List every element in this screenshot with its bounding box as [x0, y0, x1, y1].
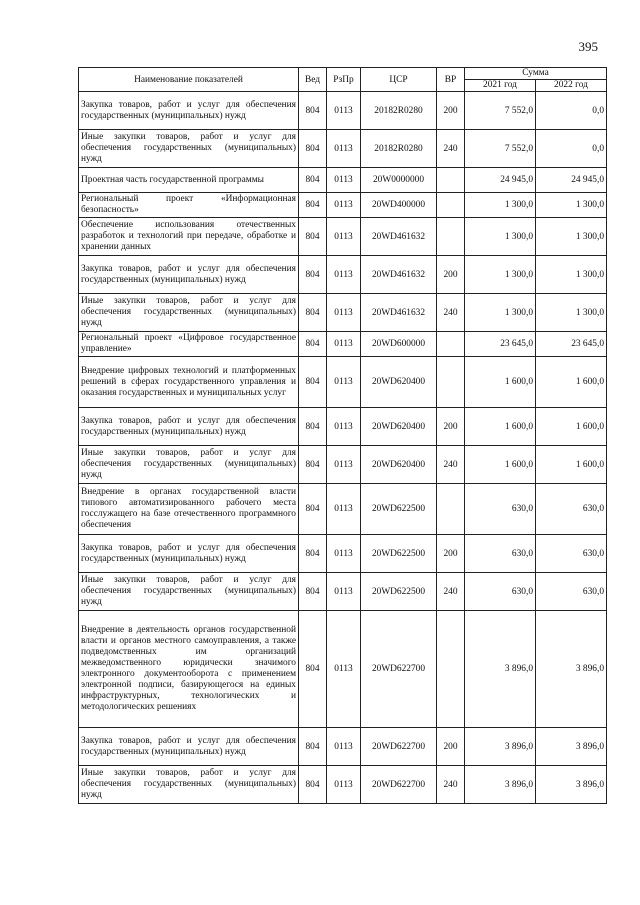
row-ved: 804	[299, 294, 327, 332]
row-sum-2022: 3 896,0	[536, 728, 607, 766]
row-sum-2021: 1 600,0	[465, 408, 536, 446]
row-ved: 804	[299, 357, 327, 408]
header-csr: ЦСР	[361, 68, 437, 92]
row-rzpr: 0113	[327, 357, 361, 408]
table-row	[79, 218, 607, 256]
row-vr	[437, 484, 465, 535]
row-name: Закупка товаров, работ и услуг для обеспечения государственных (муниципальных) нужд	[79, 535, 299, 573]
table-row	[79, 357, 607, 408]
table-row	[79, 168, 607, 193]
row-name: Закупка товаров, работ и услуг для обеспечения государственных (муниципальных) нужд	[79, 256, 299, 294]
row-csr: 20WD622700	[361, 728, 437, 766]
row-vr	[437, 168, 465, 193]
row-ved: 804	[299, 218, 327, 256]
table-row	[79, 408, 607, 446]
header-sum: Сумма	[465, 68, 607, 80]
row-sum-2022: 1 300,0	[536, 193, 607, 218]
table-row	[79, 130, 607, 168]
table-row	[79, 92, 607, 130]
row-vr: 240	[437, 130, 465, 168]
row-ved: 804	[299, 332, 327, 357]
row-sum-2022: 0,0	[536, 92, 607, 130]
row-rzpr: 0113	[327, 130, 361, 168]
row-sum-2022: 1 300,0	[536, 294, 607, 332]
row-csr: 20WD622500	[361, 535, 437, 573]
row-sum-2022: 1 600,0	[536, 446, 607, 484]
row-name: Иные закупки товаров, работ и услуг для обеспечения государственных (муниципальных) нужд	[79, 766, 299, 804]
row-name: Внедрение цифровых технологий и платформенных решений в сферах государственного управления и оказания государственных и муниципальных услуг	[79, 357, 299, 408]
header-name: Наименование показателей	[79, 68, 299, 92]
row-sum-2022: 630,0	[536, 484, 607, 535]
row-csr: 20WD461632	[361, 218, 437, 256]
row-sum-2022: 1 600,0	[536, 408, 607, 446]
row-name: Иные закупки товаров, работ и услуг для обеспечения государственных (муниципальных) нужд	[79, 130, 299, 168]
row-csr: 20WD620400	[361, 446, 437, 484]
table-row	[79, 446, 607, 484]
table-header	[79, 68, 607, 92]
row-vr: 200	[437, 256, 465, 294]
row-name: Региональный проект «Информационная безопасность»	[79, 193, 299, 218]
page-number: 395	[578, 39, 598, 54]
row-name: Закупка товаров, работ и услуг для обеспечения государственных (муниципальных) нужд	[79, 92, 299, 130]
header-ved: Вед	[299, 68, 327, 92]
header-2021: 2021 год	[465, 80, 536, 92]
row-sum-2022: 1 300,0	[536, 218, 607, 256]
row-rzpr: 0113	[327, 168, 361, 193]
row-csr: 20WD461632	[361, 294, 437, 332]
row-rzpr: 0113	[327, 92, 361, 130]
row-ved: 804	[299, 408, 327, 446]
table-row	[79, 484, 607, 535]
row-vr: 200	[437, 92, 465, 130]
row-sum-2021: 7 552,0	[465, 130, 536, 168]
row-ved: 804	[299, 92, 327, 130]
row-sum-2022: 3 896,0	[536, 611, 607, 728]
table-row	[79, 332, 607, 357]
row-csr: 20WD620400	[361, 357, 437, 408]
row-name: Внедрение в органах государственной власти типового автоматизированного рабочего места госслужащего на базе отечественного программного обеспечения	[79, 484, 299, 535]
row-csr: 20182R0280	[361, 92, 437, 130]
row-rzpr: 0113	[327, 408, 361, 446]
row-ved: 804	[299, 728, 327, 766]
row-rzpr: 0113	[327, 193, 361, 218]
row-sum-2021: 630,0	[465, 573, 536, 611]
row-rzpr: 0113	[327, 446, 361, 484]
row-sum-2022: 1 300,0	[536, 256, 607, 294]
row-vr	[437, 193, 465, 218]
row-sum-2021: 1 300,0	[465, 294, 536, 332]
row-csr: 20182R0280	[361, 130, 437, 168]
row-ved: 804	[299, 130, 327, 168]
header-2022: 2022 год	[536, 80, 607, 92]
row-vr	[437, 611, 465, 728]
row-ved: 804	[299, 484, 327, 535]
row-csr: 20WD622500	[361, 573, 437, 611]
row-rzpr: 0113	[327, 218, 361, 256]
table-row	[79, 573, 607, 611]
row-csr: 20WD620400	[361, 408, 437, 446]
row-rzpr: 0113	[327, 332, 361, 357]
header-vr: ВР	[437, 68, 465, 92]
row-sum-2021: 3 896,0	[465, 766, 536, 804]
header-rzpr: РзПр	[327, 68, 361, 92]
row-sum-2021: 1 300,0	[465, 193, 536, 218]
table-row	[79, 766, 607, 804]
row-rzpr: 0113	[327, 484, 361, 535]
row-vr: 240	[437, 294, 465, 332]
row-rzpr: 0113	[327, 766, 361, 804]
row-csr: 20W0000000	[361, 168, 437, 193]
row-ved: 804	[299, 168, 327, 193]
row-sum-2022: 630,0	[536, 573, 607, 611]
row-vr	[437, 218, 465, 256]
row-rzpr: 0113	[327, 728, 361, 766]
table-row	[79, 728, 607, 766]
row-csr: 20WD622700	[361, 766, 437, 804]
row-sum-2021: 630,0	[465, 484, 536, 535]
row-sum-2022: 630,0	[536, 535, 607, 573]
row-csr: 20WD600000	[361, 332, 437, 357]
row-ved: 804	[299, 256, 327, 294]
row-sum-2021: 1 300,0	[465, 256, 536, 294]
row-ved: 804	[299, 535, 327, 573]
row-sum-2021: 3 896,0	[465, 728, 536, 766]
table-row	[79, 611, 607, 728]
row-sum-2021: 1 600,0	[465, 357, 536, 408]
table-row	[79, 294, 607, 332]
row-ved: 804	[299, 573, 327, 611]
table-row	[79, 256, 607, 294]
row-rzpr: 0113	[327, 535, 361, 573]
row-name: Закупка товаров, работ и услуг для обеспечения государственных (муниципальных) нужд	[79, 728, 299, 766]
row-sum-2022: 1 600,0	[536, 357, 607, 408]
row-vr: 240	[437, 766, 465, 804]
row-rzpr: 0113	[327, 573, 361, 611]
budget-table	[78, 67, 607, 804]
row-rzpr: 0113	[327, 611, 361, 728]
row-name: Обеспечение использования отечественных разработок и технологий при передаче, обработке и хранении данных	[79, 218, 299, 256]
row-ved: 804	[299, 446, 327, 484]
row-ved: 804	[299, 766, 327, 804]
row-sum-2022: 0,0	[536, 130, 607, 168]
row-rzpr: 0113	[327, 256, 361, 294]
row-csr: 20WD622500	[361, 484, 437, 535]
row-name: Внедрение в деятельность органов государственной власти и органов местного самоуправления, а также подведомственных им организаций межведомственного юридически значимого электронного документооборота с применением электронной подписи, базирующегося на единых инфраструктурных, технологических и методологических решениях	[79, 611, 299, 728]
row-name: Проектная часть государственной программы	[79, 168, 299, 193]
row-sum-2021: 1 300,0	[465, 218, 536, 256]
row-sum-2021: 1 600,0	[465, 446, 536, 484]
row-rzpr: 0113	[327, 294, 361, 332]
row-name: Региональный проект «Цифровое государственное управление»	[79, 332, 299, 357]
row-vr	[437, 332, 465, 357]
row-name: Иные закупки товаров, работ и услуг для обеспечения государственных (муниципальных) нужд	[79, 446, 299, 484]
row-sum-2021: 23 645,0	[465, 332, 536, 357]
row-vr: 200	[437, 728, 465, 766]
row-vr	[437, 357, 465, 408]
row-name: Закупка товаров, работ и услуг для обеспечения государственных (муниципальных) нужд	[79, 408, 299, 446]
row-sum-2021: 7 552,0	[465, 92, 536, 130]
row-sum-2022: 24 945,0	[536, 168, 607, 193]
row-vr: 200	[437, 535, 465, 573]
row-name: Иные закупки товаров, работ и услуг для обеспечения государственных (муниципальных) нужд	[79, 573, 299, 611]
table-row	[79, 193, 607, 218]
row-sum-2021: 630,0	[465, 535, 536, 573]
row-sum-2022: 3 896,0	[536, 766, 607, 804]
row-sum-2022: 23 645,0	[536, 332, 607, 357]
row-vr: 240	[437, 446, 465, 484]
row-csr: 20WD461632	[361, 256, 437, 294]
row-vr: 200	[437, 408, 465, 446]
row-sum-2021: 24 945,0	[465, 168, 536, 193]
row-vr: 240	[437, 573, 465, 611]
row-sum-2021: 3 896,0	[465, 611, 536, 728]
row-csr: 20WD400000	[361, 193, 437, 218]
table-body	[79, 92, 607, 804]
row-csr: 20WD622700	[361, 611, 437, 728]
row-name: Иные закупки товаров, работ и услуг для обеспечения государственных (муниципальных) нужд	[79, 294, 299, 332]
row-ved: 804	[299, 193, 327, 218]
row-ved: 804	[299, 611, 327, 728]
table-row	[79, 535, 607, 573]
